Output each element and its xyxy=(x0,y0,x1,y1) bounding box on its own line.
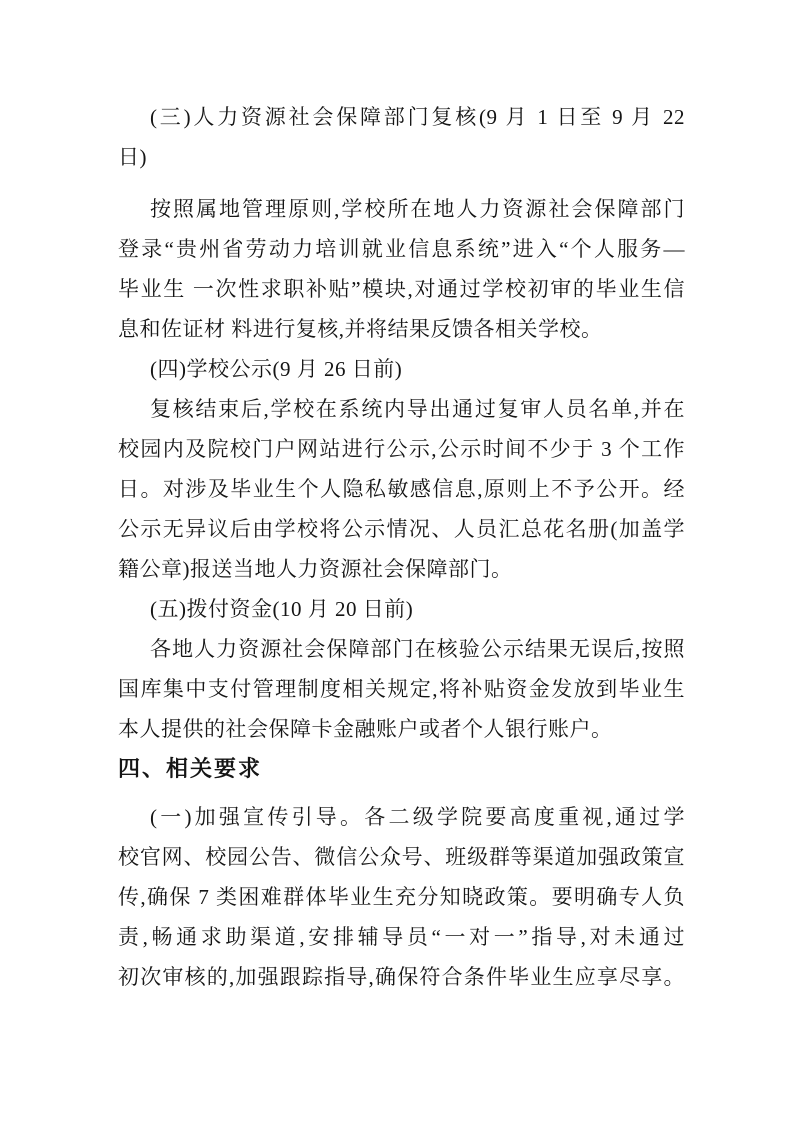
text-line: 日。对涉及毕业生个人隐私敏感信息,原则上不予公开。经 xyxy=(118,477,685,501)
text-line: 责,畅通求助渠道,安排辅导员“一对一”指导,对未通过 xyxy=(118,925,685,949)
text-line: 按照属地管理原则,学校所在地人力资源社会保障部门 xyxy=(150,197,685,221)
text-line: 校园内及院校门户网站进行公示,公示时间不少于 3 个工作 xyxy=(118,437,685,461)
subsection-heading-5 xyxy=(118,589,685,629)
text-line: 四、相关要求 xyxy=(118,756,263,781)
body-paragraph-funding xyxy=(118,629,685,749)
text-line: (四)学校公示(9 月 26 日前) xyxy=(150,357,403,381)
subsection-heading-4 xyxy=(118,349,685,389)
body-paragraph-promotion xyxy=(118,797,685,997)
text-line: 本人提供的社会保障卡金融账户或者个人银行账户。 xyxy=(118,717,613,741)
body-paragraph-review xyxy=(118,189,685,349)
section-heading-requirements xyxy=(118,749,685,789)
text-line: 校官网、校园公告、微信公众号、班级群等渠道加强政策宣 xyxy=(118,845,685,869)
text-line: 公示无异议后由学校将公示情况、人员汇总花名册(加盖学 xyxy=(118,517,685,541)
text-line: 传,确保 7 类困难群体毕业生充分知晓政策。要明确专人负 xyxy=(118,885,685,909)
text-line: 登录“贵州省劳动力培训就业信息系统”进入“个人服务— xyxy=(118,237,685,261)
text-line: 国库集中支付管理制度相关规定,将补贴资金发放到毕业生 xyxy=(118,677,685,701)
text-line: 各地人力资源社会保障部门在核验公示结果无误后,按照 xyxy=(150,637,685,661)
text-line: (一)加强宣传引导。各二级学院要高度重视,通过学 xyxy=(150,805,685,829)
subsection-heading-3 xyxy=(118,97,685,177)
text-line: 息和佐证材 料进行复核,并将结果反馈各相关学校。 xyxy=(118,317,603,341)
text-line: 日) xyxy=(118,145,147,169)
text-line: 毕业生 一次性求职补贴”模块,对通过学校初审的毕业生信 xyxy=(118,277,685,301)
text-line: 复核结束后,学校在系统内导出通过复审人员名单,并在 xyxy=(150,397,685,421)
text-line: (三)人力资源社会保障部门复核(9 月 1 日至 9 月 22 xyxy=(150,105,685,129)
body-paragraph-publicity xyxy=(118,389,685,589)
text-line: 籍公章)报送当地人力资源社会保障部门。 xyxy=(118,557,513,581)
text-line: 初次审核的,加强跟踪指导,确保符合条件毕业生应享尽享。 xyxy=(118,965,685,989)
text-line: (五)拨付资金(10 月 20 日前) xyxy=(150,597,414,621)
